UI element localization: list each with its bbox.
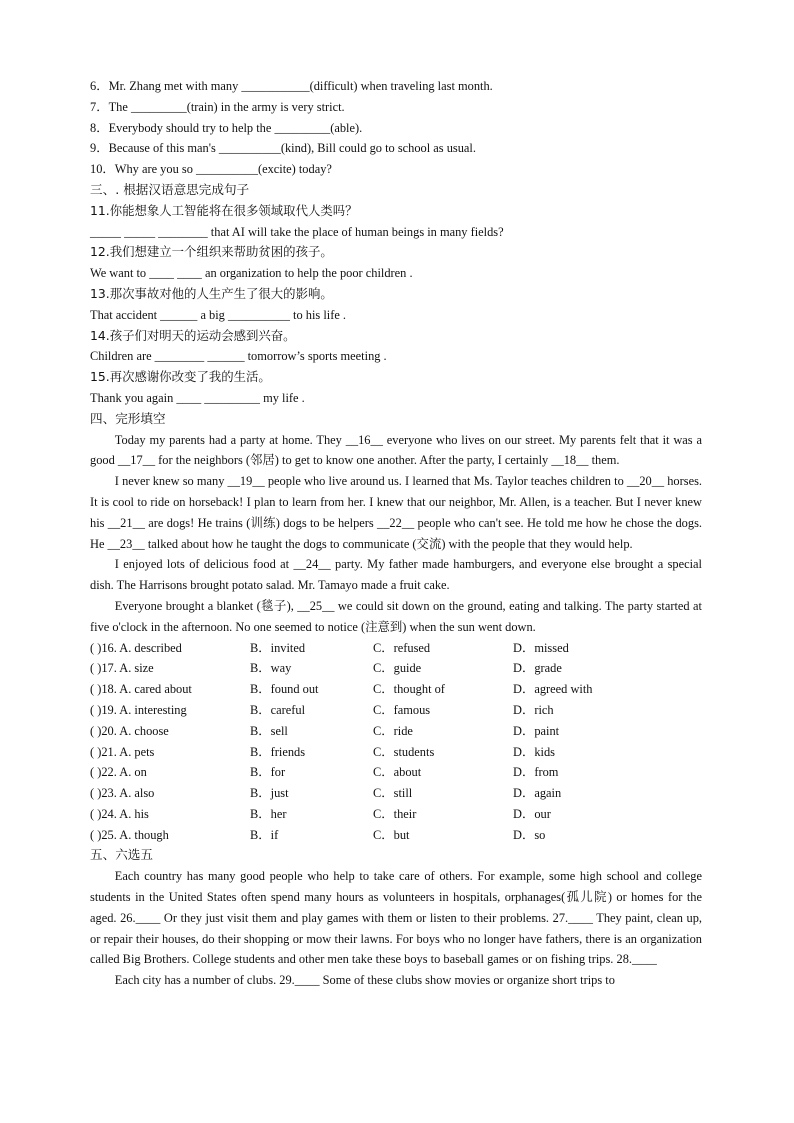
option-d: D．grade <box>513 661 562 676</box>
option-c: C．still <box>373 786 413 801</box>
cloze-question-row <box>90 762 702 783</box>
option-b: B．invited <box>250 640 306 655</box>
option-c: C．guide <box>373 661 422 676</box>
translation-prompt: 11.你能想象人工智能将在很多领域取代人类吗？ <box>90 202 358 218</box>
option-c: C．famous <box>373 702 431 717</box>
translation-answer-line: We want to ____ ____ an organization to help the poor children . <box>90 266 413 281</box>
cloze-question-row <box>90 804 702 825</box>
section-heading-cloze: 四、完形填空 <box>90 410 166 426</box>
option-a: ( )18. A. cared about <box>90 682 192 697</box>
cloze-question-row <box>90 742 702 763</box>
fill-item: 10．Why are you so __________(excite) today? <box>90 162 332 177</box>
cloze-question-row <box>90 638 702 659</box>
cloze-question-row <box>90 721 702 742</box>
fill-item: 6．Mr. Zhang met with many ___________(difficult) when traveling last month. <box>90 79 493 93</box>
translation-prompt: 14.孩子们对明天的运动会感到兴奋。 <box>90 327 296 343</box>
reading-paragraph: Each city has a number of clubs. 29.____ Some of these clubs show movies or organize short trips to <box>114 973 615 988</box>
option-b: B．sell <box>250 723 288 738</box>
option-a: ( )23. A. also <box>90 786 155 801</box>
option-b: B．for <box>250 765 286 780</box>
cloze-paragraph: I enjoyed lots of delicious food at __24__ party. My father made hamburgers, and everyone else brought a special dish. The Harrisons brought potato salad. Mr. Tamayo made a fruit cake. <box>90 557 702 593</box>
option-b: B．way <box>250 661 292 676</box>
option-b: B．found out <box>250 682 319 697</box>
option-d: D．paint <box>513 723 560 738</box>
option-c: C．ride <box>373 723 413 738</box>
option-a: ( )20. A. choose <box>90 723 169 738</box>
option-c: C．refused <box>373 640 431 655</box>
option-a: ( )25. A. though <box>90 827 169 842</box>
cloze-question-row <box>90 679 702 700</box>
translation-prompt: 13.那次事故对他的人生产生了很大的影响。 <box>90 285 333 301</box>
section-heading-translation: 三、. 根据汉语意思完成句子 <box>90 181 250 197</box>
translation-prompt: 12.我们想建立一个组织来帮助贫困的孩子。 <box>90 244 333 260</box>
option-b: B．friends <box>250 744 306 759</box>
option-a: ( )24. A. his <box>90 806 149 821</box>
translation-answer-line: That accident ______ a big __________ to his life . <box>90 307 347 322</box>
option-b: B．if <box>250 827 279 842</box>
option-a: ( )16. A. described <box>90 640 182 655</box>
fill-item: 9．Because of this man's __________(kind), Bill could go to school as usual. <box>90 141 476 156</box>
option-d: D．missed <box>513 640 569 655</box>
fill-item: 7．The _________(train) in the army is very strict. <box>90 99 345 114</box>
option-b: B．her <box>250 806 287 821</box>
option-d: D．our <box>513 806 551 821</box>
cloze-paragraph: Everyone brought a blanket (毯子), __25__ we could sit down on the ground, eating and talking. The party started at five o'clock in the afternoon. No one seemed to notice (注意到) when the sun went down. <box>90 598 702 634</box>
cloze-question-row <box>90 825 702 846</box>
cloze-question-row <box>90 783 702 804</box>
translation-prompt: 15.再次感谢你改变了我的生活。 <box>90 369 271 385</box>
option-a: ( )19. A. interesting <box>90 702 187 717</box>
option-d: D．rich <box>513 702 554 717</box>
option-c: C．students <box>373 744 435 759</box>
reading-paragraph: Each country has many good people who help to take care of others. For example, some high school and college students in the United States often spend many hours as volunteers in hospitals, orphanages(孤儿院) or homes for the aged. 26.____ Or they just visit them and play games with them or listen to their problems. 27.____ They paint, clean up, or repair their houses, do their shopping or mow their lawns. For boys who no longer have fathers, there is an organization called Big Brothers. College students and other men take these boys to baseball games or on fishing trips. 28.____ <box>90 869 702 967</box>
option-a: ( )22. A. on <box>90 765 147 780</box>
option-d: D．so <box>513 827 546 842</box>
option-c: C．thought of <box>373 682 445 697</box>
option-d: D．from <box>513 765 559 780</box>
option-d: D．kids <box>513 744 555 759</box>
translation-answer-line: _____ _____ ________ that AI will take the place of human beings in many fields? <box>90 224 504 239</box>
page-content <box>90 76 702 991</box>
option-a: ( )17. A. size <box>90 661 154 676</box>
option-c: C．about <box>373 765 422 780</box>
cloze-question-row <box>90 700 702 721</box>
option-d: D．agreed with <box>513 682 593 697</box>
option-d: D．again <box>513 786 562 801</box>
cloze-paragraph: Today my parents had a party at home. They __16__ everyone who lives on our street. My parents felt that it was a good __17__ for the neighbors (邻居) to get to know one another. After the party, I certainly __18__ them. <box>90 432 702 468</box>
option-b: B．just <box>250 786 289 801</box>
option-c: C．but <box>373 827 410 842</box>
cloze-question-row <box>90 658 702 679</box>
section-heading-six-choose-five: 五、六选五 <box>90 847 153 863</box>
option-b: B．careful <box>250 702 306 717</box>
option-c: C．their <box>373 806 417 821</box>
translation-answer-line: Thank you again ____ _________ my life . <box>90 390 305 405</box>
cloze-paragraph: I never knew so many __19__ people who live around us. I learned that Ms. Taylor teaches children to __20__ horses. It is cool to ride on horseback! I plan to learn from her. I knew that our neighbor, Mr. Allen, is a teacher. But I never knew his __21__ are dogs! He trains (训练) dogs to be helpers __22__ people who can't see. He told me how he chose the dogs. He __23__ talked about how he taught the dogs to communicate (交流) with the people that they would help. <box>90 474 702 551</box>
option-a: ( )21. A. pets <box>90 744 155 759</box>
translation-answer-line: Children are ________ ______ tomorrow’s sports meeting . <box>90 349 387 364</box>
fill-item: 8．Everybody should try to help the _________(able). <box>90 120 363 135</box>
